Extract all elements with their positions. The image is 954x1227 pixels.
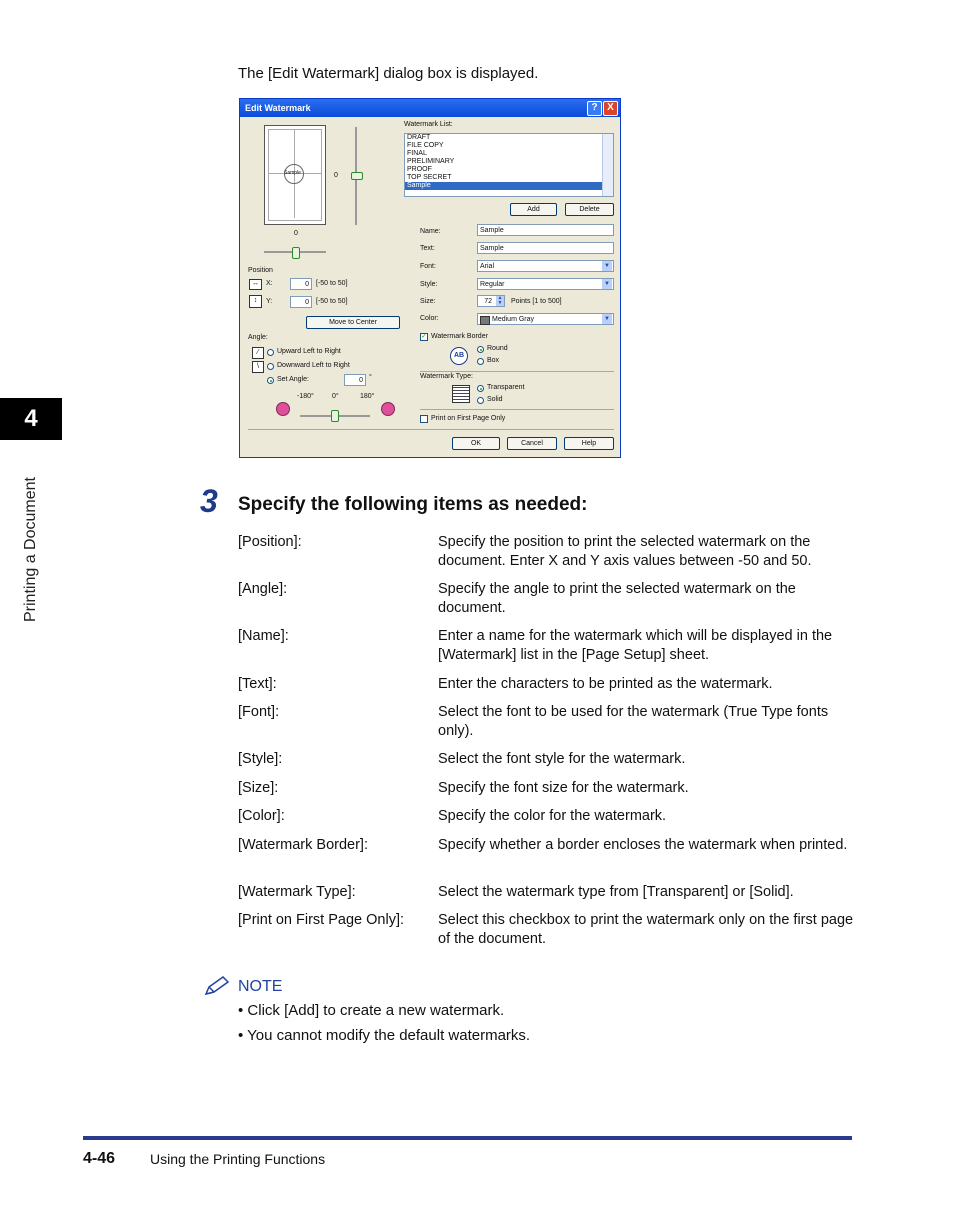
downward-label: Downward Left to Right	[277, 362, 350, 369]
note-item: • Click [Add] to create a new watermark.	[238, 1002, 505, 1019]
y-axis-icon: ↕	[249, 295, 262, 308]
angle-left-icon	[276, 402, 290, 416]
x-range: [-50 to 50]	[316, 280, 348, 287]
ok-button[interactable]: OK	[452, 437, 500, 450]
color-swatch	[480, 316, 490, 325]
move-to-center-button[interactable]: Move to Center	[306, 316, 400, 329]
item-label: [Position]:	[238, 534, 302, 550]
h-slider-value: 0	[294, 230, 298, 237]
font-label: Font:	[420, 263, 436, 270]
transparent-label: Transparent	[487, 384, 525, 391]
item-desc: Specify the position to print the selected watermark on the document. Enter X and Y axis values between -50 and 50.	[438, 534, 812, 569]
watermark-type-label: Watermark Type:	[420, 373, 473, 380]
position-label: Position	[248, 267, 273, 274]
close-icon[interactable]: X	[603, 101, 618, 116]
h-slider-thumb[interactable]	[292, 247, 300, 259]
angle-label: Angle:	[248, 334, 268, 341]
list-item[interactable]: PRELIMINARY	[407, 158, 455, 165]
chevron-down-icon[interactable]: ▼	[602, 314, 612, 324]
cancel-button[interactable]: Cancel	[507, 437, 557, 450]
y-input[interactable]: 0	[290, 296, 312, 308]
item-label: [Font]:	[238, 704, 280, 720]
upward-icon: ⁄	[252, 347, 264, 359]
watermark-border-checkbox[interactable]: ✓	[421, 333, 427, 340]
angle-right-icon	[381, 402, 395, 416]
note-item: • You cannot modify the default watermarks.	[238, 1027, 531, 1044]
x-label: X:	[266, 280, 273, 287]
item-desc: Enter a name for the watermark which will be displayed in the [Watermark] list in the [Page Setup] sheet.	[438, 628, 833, 663]
item-label: [Text]:	[238, 676, 277, 692]
chapter-title: Printing a Document	[22, 477, 39, 622]
set-angle-label: Set Angle:	[277, 376, 309, 383]
footer-title: Using the Printing Functions	[150, 1151, 326, 1167]
help-button[interactable]: Help	[564, 437, 614, 450]
edit-watermark-dialog	[239, 98, 621, 458]
item-desc: Select this checkbox to print the watermark only on the first page of the document.	[438, 912, 854, 947]
item-desc: Specify the color for the watermark.	[438, 808, 667, 824]
name-label: Name:	[420, 228, 441, 235]
text-label: Text:	[420, 245, 435, 252]
item-label: [Size]:	[238, 780, 279, 796]
item-label: [Angle]:	[238, 581, 288, 597]
font-select[interactable]	[477, 260, 614, 272]
item-desc: Enter the characters to be printed as the watermark.	[438, 676, 773, 692]
list-item-selected[interactable]: Sample	[405, 182, 603, 190]
y-label: Y:	[266, 298, 273, 305]
list-item[interactable]: FINAL	[407, 150, 427, 157]
item-label: [Watermark Type]:	[238, 884, 356, 900]
chevron-down-icon[interactable]: ▼	[602, 261, 612, 271]
item-desc: Select the watermark type from [Transparent] or [Solid].	[438, 884, 794, 900]
divider	[248, 429, 614, 430]
solid-label: Solid	[487, 396, 503, 403]
item-label: [Watermark Border]:	[238, 837, 368, 853]
step-title: Specify the following items as needed:	[238, 494, 588, 515]
v-slider-thumb[interactable]	[351, 172, 363, 180]
angle-tick-max: 180°	[360, 393, 375, 400]
item-desc: Specify the font size for the watermark.	[438, 780, 689, 796]
style-select[interactable]	[477, 278, 614, 290]
x-input[interactable]: 0	[290, 278, 312, 290]
color-value: Medium Gray	[492, 316, 535, 323]
list-item[interactable]: FILE COPY	[407, 142, 444, 149]
list-item[interactable]: PROOF	[407, 166, 432, 173]
page-preview	[264, 125, 326, 225]
border-icon: AB	[450, 347, 468, 365]
watermark-border-label: Watermark Border	[431, 333, 488, 340]
size-range: Points [1 to 500]	[511, 298, 562, 305]
watermark-list[interactable]	[404, 133, 614, 197]
watermark-type-icon	[452, 385, 470, 403]
list-item[interactable]: DRAFT	[407, 134, 431, 141]
box-label: Box	[487, 357, 500, 364]
angle-tick-min: -180°	[297, 393, 314, 400]
angle-input[interactable]: 0	[344, 374, 366, 386]
font-value: Arial	[480, 263, 495, 270]
round-radio[interactable]	[477, 346, 484, 353]
divider	[420, 409, 614, 410]
watermark-list-label: Watermark List:	[404, 121, 453, 128]
delete-button[interactable]: Delete	[565, 203, 614, 216]
first-page-only-label: Print on First Page Only	[431, 415, 506, 422]
item-desc: Select the font style for the watermark.	[438, 751, 686, 767]
y-range: [-50 to 50]	[316, 298, 348, 305]
downward-icon: \	[252, 361, 264, 373]
preview-sample-text: Sample	[284, 170, 301, 176]
page-number: 4-46	[83, 1150, 116, 1167]
divider	[420, 371, 614, 372]
size-stepper[interactable]: ▲ ▼	[497, 295, 503, 306]
item-label: [Color]:	[238, 808, 285, 824]
x-axis-icon: ↔	[249, 279, 262, 290]
style-value: Regular	[480, 281, 505, 288]
angle-slider-thumb[interactable]	[331, 410, 339, 422]
add-button[interactable]: Add	[510, 203, 557, 216]
item-label: [Name]:	[238, 628, 289, 644]
box-radio[interactable]	[477, 358, 484, 365]
round-label: Round	[487, 345, 508, 352]
list-item[interactable]: TOP SECRET	[407, 174, 452, 181]
transparent-radio[interactable]	[477, 385, 484, 392]
dialog-titlebar	[240, 99, 620, 117]
angle-unit: °	[369, 374, 372, 381]
name-input[interactable]: Sample	[477, 224, 614, 236]
intro-text: The [Edit Watermark] dialog box is displayed.	[238, 65, 539, 82]
solid-radio[interactable]	[477, 397, 484, 404]
footer-rule	[83, 1136, 852, 1140]
angle-tick-zero: 0°	[332, 393, 339, 400]
first-page-only-checkbox[interactable]	[420, 415, 428, 423]
upward-radio[interactable]	[267, 349, 274, 356]
color-label: Color:	[420, 315, 439, 322]
item-desc: Select the font to be used for the watermark (True Type fonts only).	[438, 704, 829, 739]
item-label: [Style]:	[238, 751, 283, 767]
style-label: Style:	[420, 281, 438, 288]
step-number: 3	[200, 483, 218, 519]
item-desc: Specify whether a border encloses the watermark when printed.	[438, 837, 848, 853]
size-label: Size:	[420, 298, 436, 305]
v-slider-value: 0	[334, 172, 338, 179]
size-input[interactable]: 72	[477, 295, 505, 307]
chapter-tab: 4	[0, 398, 62, 440]
chevron-down-icon[interactable]: ▼	[602, 279, 612, 289]
upward-label: Upward Left to Right	[277, 348, 341, 355]
downward-radio[interactable]	[267, 363, 274, 370]
dialog-title: Edit Watermark	[245, 103, 311, 113]
help-icon[interactable]: ?	[587, 101, 602, 116]
text-input[interactable]: Sample	[477, 242, 614, 254]
item-desc: Specify the angle to print the selected watermark on the document.	[438, 581, 796, 616]
color-select[interactable]	[477, 313, 614, 325]
note-title: NOTE	[238, 978, 283, 995]
item-label: [Print on First Page Only]:	[238, 912, 405, 928]
pencil-icon	[203, 975, 231, 1002]
set-angle-radio[interactable]	[267, 377, 274, 384]
